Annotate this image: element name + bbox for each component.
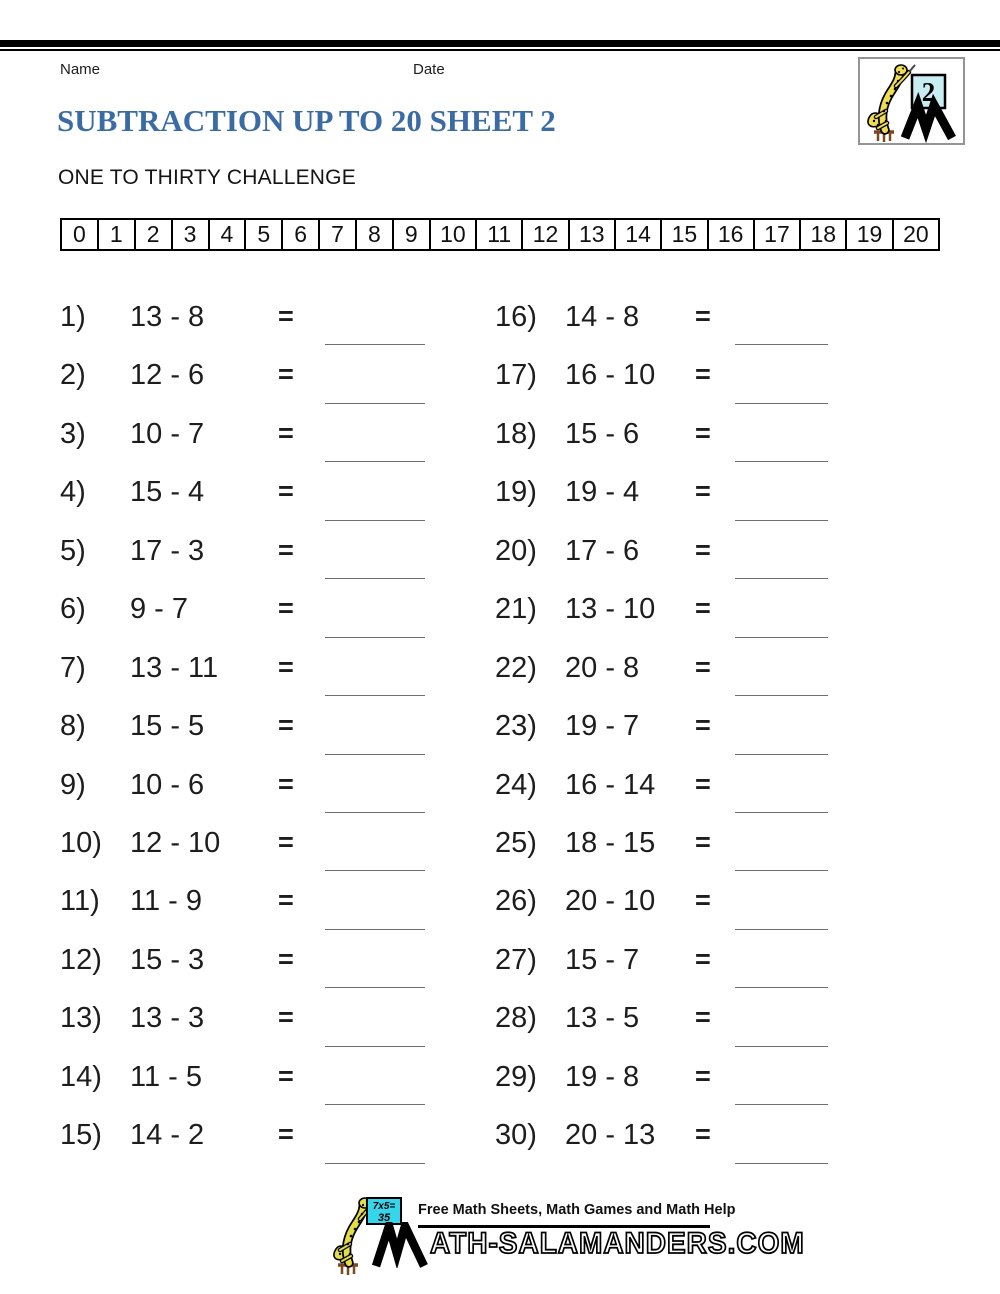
problem-row: [495, 405, 840, 463]
problem-expression: 10 - 6: [130, 768, 205, 801]
problem-expression: 19 - 4: [565, 476, 640, 509]
problem-row: [495, 989, 840, 1047]
equals-sign: =: [695, 476, 711, 507]
problem-row: [495, 1048, 840, 1106]
number-line-cell: 15: [662, 220, 708, 249]
problem-number: 13): [60, 1002, 102, 1035]
problem-number: 18): [495, 417, 537, 450]
equals-sign: =: [695, 710, 711, 741]
answer-line: [735, 987, 828, 988]
problem-row: [60, 346, 440, 404]
footer-tagline: Free Math Sheets, Math Games and Math Help: [418, 1202, 736, 1218]
equals-sign: =: [695, 885, 711, 916]
problem-row: [60, 1106, 440, 1164]
number-line-cell: 11: [477, 220, 523, 249]
problem-number: 29): [495, 1060, 537, 1093]
problem-number: 8): [60, 710, 86, 743]
problem-row: [495, 756, 840, 814]
problem-row: [60, 872, 440, 930]
number-line-cell: 19: [847, 220, 893, 249]
subtitle: ONE TO THIRTY CHALLENGE: [58, 166, 356, 189]
problem-row: [495, 288, 840, 346]
answer-line: [325, 344, 425, 345]
equals-sign: =: [278, 359, 294, 390]
equals-sign: =: [695, 651, 711, 682]
answer-line: [325, 520, 425, 521]
problem-number: 12): [60, 943, 102, 976]
problem-row: [495, 346, 840, 404]
problem-number: 11): [60, 885, 100, 918]
math-salamanders-logo: [858, 57, 965, 145]
problem-row: [495, 639, 840, 697]
equals-sign: =: [695, 768, 711, 799]
problem-expression: 19 - 7: [565, 710, 640, 743]
answer-line: [325, 1104, 425, 1105]
footer: [330, 1194, 805, 1282]
problem-expression: 17 - 6: [565, 534, 640, 567]
problem-number: 26): [495, 885, 537, 918]
name-label: Name: [60, 61, 101, 78]
answer-line: [325, 461, 425, 462]
equals-sign: =: [278, 651, 294, 682]
problem-expression: 15 - 5: [130, 710, 205, 743]
problem-number: 27): [495, 943, 537, 976]
problem-row: [60, 814, 440, 872]
answer-line: [735, 1104, 828, 1105]
number-line-cell: 13: [570, 220, 616, 249]
top-divider: [0, 40, 1000, 51]
equals-sign: =: [695, 301, 711, 331]
problem-expression: 9 - 7: [130, 593, 189, 626]
answer-line: [735, 870, 828, 871]
problem-expression: 11 - 5: [130, 1060, 203, 1093]
number-line-cell: 0: [62, 220, 99, 249]
footer-m-logo-icon: [372, 1222, 428, 1268]
problem-number: 3): [60, 417, 86, 450]
number-line-cell: 10: [431, 220, 477, 249]
problem-number: 30): [495, 1119, 537, 1152]
problem-expression: 14 - 2: [130, 1119, 205, 1152]
answer-line: [325, 929, 425, 930]
problem-expression: 12 - 6: [130, 359, 205, 392]
number-line-cell: 16: [709, 220, 755, 249]
problem-row: [60, 639, 440, 697]
equals-sign: =: [278, 417, 294, 448]
equals-sign: =: [278, 534, 294, 565]
problem-row: [495, 1106, 840, 1164]
problem-row: [60, 756, 440, 814]
problem-number: 5): [60, 534, 86, 567]
answer-line: [735, 637, 828, 638]
equals-sign: =: [695, 593, 711, 624]
equals-sign: =: [278, 476, 294, 507]
problem-row: [495, 814, 840, 872]
number-line-cell: 14: [616, 220, 662, 249]
problem-expression: 15 - 7: [565, 943, 640, 976]
equals-sign: =: [695, 943, 711, 974]
equals-sign: =: [278, 710, 294, 741]
problem-expression: 13 - 10: [565, 593, 656, 626]
answer-line: [325, 1046, 425, 1047]
problems-column-right: [495, 288, 840, 1165]
answer-line: [735, 1163, 828, 1164]
answer-line: [325, 1163, 425, 1164]
problem-expression: 17 - 3: [130, 534, 205, 567]
number-line-cell: 7: [320, 220, 357, 249]
problem-row: [495, 580, 840, 638]
equals-sign: =: [278, 943, 294, 974]
problem-row: [60, 989, 440, 1047]
problem-expression: 12 - 10: [130, 826, 221, 859]
answer-line: [325, 870, 425, 871]
problem-number: 2): [60, 359, 86, 392]
answer-line: [325, 812, 425, 813]
answer-line: [735, 344, 828, 345]
problem-row: [60, 580, 440, 638]
problem-number: 4): [60, 476, 86, 509]
problem-number: 23): [495, 710, 537, 743]
problem-expression: 20 - 8: [565, 651, 640, 684]
problem-expression: 19 - 8: [565, 1060, 640, 1093]
problem-expression: 13 - 3: [130, 1002, 205, 1035]
problem-expression: 20 - 13: [565, 1119, 656, 1152]
answer-line: [735, 812, 828, 813]
problem-expression: 14 - 8: [565, 301, 640, 333]
date-label: Date: [413, 61, 445, 78]
problem-row: [495, 697, 840, 755]
equals-sign: =: [278, 593, 294, 624]
number-line-cell: 8: [357, 220, 394, 249]
equals-sign: =: [695, 1002, 711, 1033]
mini-badge-line1: 7x5=: [372, 1201, 396, 1212]
number-line-cell: 4: [210, 220, 247, 249]
equals-sign: =: [695, 417, 711, 448]
problem-number: 21): [495, 593, 537, 626]
problem-expression: 20 - 10: [565, 885, 656, 918]
problem-number: 19): [495, 476, 537, 509]
problem-row: [495, 872, 840, 930]
problem-number: 15): [60, 1119, 102, 1152]
answer-line: [735, 461, 828, 462]
problem-expression: 16 - 10: [565, 359, 656, 392]
problem-number: 20): [495, 534, 537, 567]
answer-line: [325, 754, 425, 755]
equals-sign: =: [278, 1119, 294, 1150]
equals-sign: =: [695, 1119, 711, 1150]
footer-site-name: ATH-SALAMANDERS.COM: [430, 1227, 805, 1260]
problem-row: [495, 463, 840, 521]
answer-line: [735, 403, 828, 404]
answer-line: [735, 754, 828, 755]
answer-line: [735, 929, 828, 930]
answer-line: [735, 520, 828, 521]
problem-number: 1): [60, 301, 86, 333]
number-line: [60, 218, 940, 251]
answer-line: [735, 578, 828, 579]
answer-line: [325, 695, 425, 696]
problem-expression: 11 - 9: [130, 885, 203, 918]
equals-sign: =: [278, 1060, 294, 1091]
mini-badge-line2: 35: [377, 1212, 391, 1224]
answer-line: [325, 578, 425, 579]
number-line-cell: 6: [283, 220, 320, 249]
paintbrush-icon: [909, 65, 915, 72]
m-logo-icon: [905, 105, 952, 138]
problem-number: 9): [60, 768, 86, 801]
answer-line: [735, 695, 828, 696]
problem-row: [60, 931, 440, 989]
problem-expression: 13 - 5: [565, 1002, 640, 1035]
equals-sign: =: [278, 885, 294, 916]
equals-sign: =: [695, 359, 711, 390]
number-line-cell: 12: [523, 220, 569, 249]
equals-sign: =: [695, 1060, 711, 1091]
number-line-cell: 5: [246, 220, 283, 249]
problem-number: 10): [60, 826, 102, 859]
problem-row: [495, 931, 840, 989]
equals-sign: =: [278, 301, 294, 331]
problem-expression: 15 - 4: [130, 476, 205, 509]
problem-expression: 13 - 11: [130, 651, 219, 684]
equals-sign: =: [278, 826, 294, 857]
problem-row: [60, 405, 440, 463]
problem-number: 16): [495, 301, 537, 333]
problem-number: 6): [60, 593, 86, 626]
problem-row: [60, 697, 440, 755]
problem-expression: 15 - 6: [565, 417, 640, 450]
number-line-cell: 20: [903, 221, 929, 247]
answer-line: [325, 637, 425, 638]
problem-number: 22): [495, 651, 537, 684]
number-line-cell: 17: [755, 220, 801, 249]
badge-number: 2: [921, 77, 936, 107]
salamander-icon: [860, 59, 963, 143]
problem-row: [60, 288, 440, 346]
answer-line: [735, 1046, 828, 1047]
problem-row: [60, 522, 440, 580]
problem-row: [60, 463, 440, 521]
problem-number: 14): [60, 1060, 102, 1093]
number-line-cell: 3: [173, 220, 210, 249]
problem-number: 25): [495, 826, 537, 859]
answer-line: [325, 403, 425, 404]
equals-sign: =: [695, 826, 711, 857]
problem-row: [60, 1048, 440, 1106]
problem-expression: 15 - 3: [130, 943, 205, 976]
equals-sign: =: [695, 534, 711, 565]
problem-number: 24): [495, 768, 537, 801]
problems-column-left: [60, 288, 440, 1165]
problem-expression: 16 - 14: [565, 768, 656, 801]
number-line-cell: 2: [136, 220, 173, 249]
problem-number: 7): [60, 651, 86, 684]
equals-sign: =: [278, 768, 294, 799]
equals-sign: =: [278, 1002, 294, 1033]
number-line-cell: 9: [394, 220, 431, 249]
problem-number: 28): [495, 1002, 537, 1035]
problem-expression: 13 - 8: [130, 301, 205, 333]
problem-expression: 10 - 7: [130, 417, 205, 450]
problem-number: 17): [495, 359, 537, 392]
problem-row: [495, 522, 840, 580]
page-title: SUBTRACTION UP TO 20 SHEET 2: [57, 103, 556, 138]
problem-expression: 18 - 15: [565, 826, 656, 859]
number-line-cell: 1: [99, 220, 136, 249]
answer-line: [325, 987, 425, 988]
number-line-cell: 18: [801, 220, 847, 249]
